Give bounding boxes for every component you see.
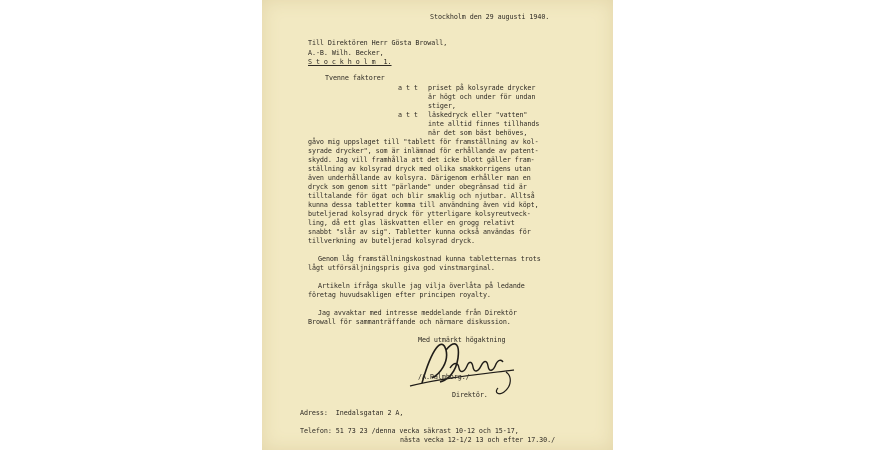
recipient-line-3: S t o c k h o l m 1. xyxy=(308,58,392,66)
point1-marker: a t t xyxy=(398,84,418,92)
address-line: Adress: Inedalsgatan 2 A, xyxy=(300,409,404,417)
handwritten-signature xyxy=(402,328,522,398)
body-line: kunna dessa tabletter komma till användning även vid köpt, xyxy=(308,201,539,209)
paragraph4-line: Jag avvaktar med intresse meddelande från Direktör xyxy=(318,309,517,317)
closing: Med utmärkt högaktning xyxy=(418,336,506,344)
body-line: tillverkning av buteljerad kolsyrad dryck. xyxy=(308,237,476,245)
body-line: tilltalande för ögat och blir smaklig och njutbar. Alltså xyxy=(308,192,535,200)
paragraph3-line: företag huvudsakligen efter principen royalty. xyxy=(308,291,491,299)
point2-line: inte alltid finnes tillhands xyxy=(428,120,540,128)
paragraph2-line: lågt utförsäljningspris giva god vinstmarginal. xyxy=(308,264,495,272)
body-line: skydd. Jag vill framhålla att det icke blott gäller fram- xyxy=(308,156,535,164)
body-line: ling, då ett glas läskvatten eller en grogg relativt xyxy=(308,219,515,227)
point1-line: stiger, xyxy=(428,102,456,110)
point1-line: priset på kolsyrade drycker xyxy=(428,84,536,92)
phone-line-1: Telefon: 51 73 23 /denna vecka säkrast 10-12 och 15-17, xyxy=(300,427,519,435)
phone-line-2: nästa vecka 12-1/2 13 och efter 17.30./ xyxy=(400,436,556,444)
body-line: syrade drycker", som är inlämnad för erhållande av patent- xyxy=(308,147,539,155)
signature-title: Direktör. xyxy=(452,391,488,399)
paragraph4-line: Browall för sammanträffande och närmare diskussion. xyxy=(308,318,511,326)
body-line: buteljerad kolsyrad dryck för ytterligare kolsyreutveck- xyxy=(308,210,531,218)
point2-line: läskedryck eller "vatten" xyxy=(428,111,528,119)
paragraph2-line: Genom låg framställningskostnad kunna tabletternas trots xyxy=(318,255,541,263)
body-line: gåvo mig uppslaget till "tablett för framställning av kol- xyxy=(308,138,539,146)
point2-marker: a t t xyxy=(398,111,418,119)
recipient-line-2: A.-B. Wilh. Becker, xyxy=(308,49,384,57)
paragraph3-line: Artikeln ifråga skulle jag vilja överlåta på ledande xyxy=(318,282,525,290)
body-line: dryck som genom sitt "pärlande" under obegränsad tid är xyxy=(308,183,527,191)
body-line: ställning av kolsyrad dryck med olika smakkorrigens utan xyxy=(308,165,531,173)
letter-page xyxy=(262,0,613,450)
recipient-line-1: Till Direktören Herr Gösta Browall, xyxy=(308,39,448,47)
point1-line: är högt och under för undan xyxy=(428,93,536,101)
body-line: snabbt "slår av sig". Tabletter kunna också användas för xyxy=(308,228,531,236)
body-line: även underhållande av kolsyra. Därigenom erhåller man en xyxy=(308,174,531,182)
point2-line: när det som bäst behöves, xyxy=(428,129,528,137)
intro-text: Tvenne faktorer xyxy=(325,74,385,82)
signature-typed-name: /A.Palmborg./ xyxy=(418,373,470,381)
dateline: Stockholm den 29 augusti 1940. xyxy=(430,13,550,21)
